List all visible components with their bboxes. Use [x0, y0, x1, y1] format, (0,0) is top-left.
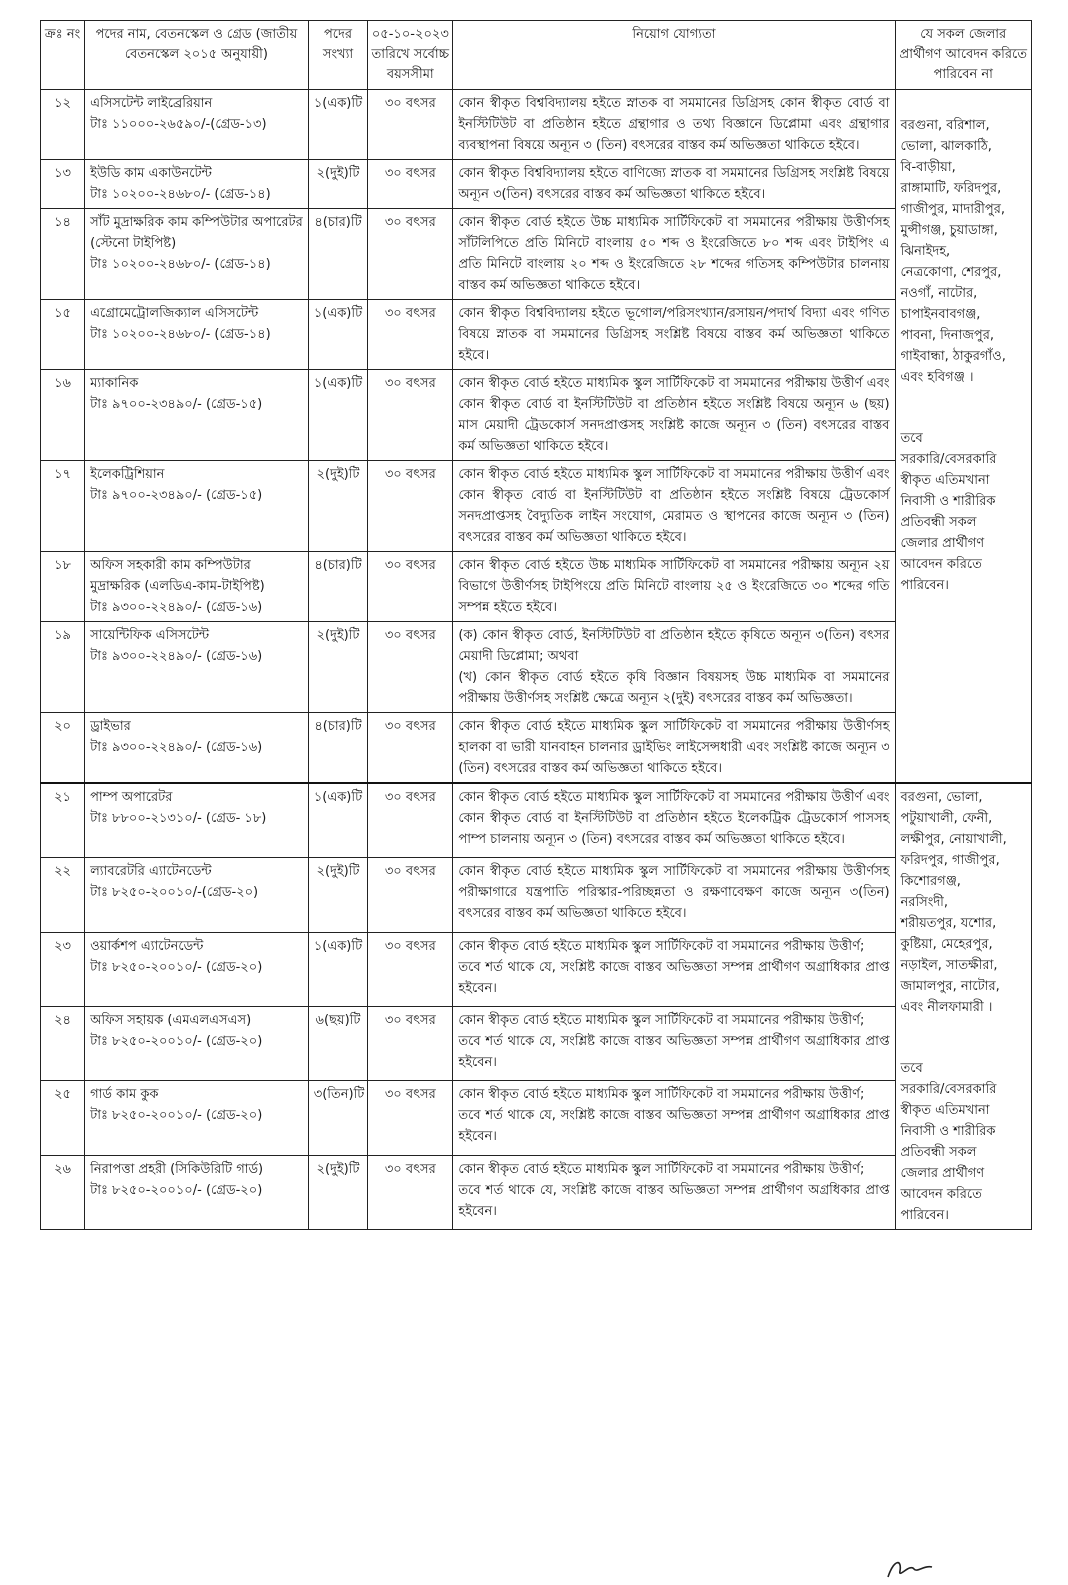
pay-scale: টাঃ ৯৩০০-২২৪৯০/- (গ্রেড-১৬) [90, 740, 263, 755]
district-name: মুন্সীগঞ্জ, চুয়াডাঙ্গা, [900, 223, 998, 238]
table-row [41, 90, 1032, 160]
district-name: নওগাঁ, নাটোর, [900, 286, 978, 301]
district-name: শরীয়তপুর, যশোর, [900, 916, 997, 931]
excluded-districts-cell [895, 783, 1031, 1230]
post-cell [85, 461, 309, 552]
qualification-cell [453, 1081, 895, 1155]
district-name: পটুয়াখালী, ফেনী, [900, 811, 993, 826]
excluded-districts-cell [895, 90, 1031, 784]
qualification-text: কোন স্বীকৃত বোর্ড হইতে উচ্চ মাধ্যমিক সার্টিফিকেট বা সমমানের পরীক্ষায় উত্তীর্ণসহ সাঁটলিপিতে প্রতি মিনিটে বাংলায় ৫০ শব্দ ও ইংরেজিতে ৮০ শব্দ এবং টাইপিং এ প্রতি মিনিটে বাংলায় ২০ শব্দ ও ইংরেজিতে ২৮ শব্দের গতিসহ কম্পিউটার চালনায় বাস্তব কর্ম অভিজ্ঞতা থাকিতে হইবে। [458, 215, 890, 293]
qualification-text: কোন স্বীকৃত বোর্ড হইতে উচ্চ মাধ্যমিক সার্টিফিকেট বা সমমানের পরীক্ষায় অন্যূন ২য় বিভাগে উত্তীর্ণসহ টাইপিংয়ে প্রতি মিনিটে বাংলায় ২৫ ও ইংরেজিতে ৩০ শব্দের গতি সম্পন্ন হইতে হইবে। [458, 558, 890, 615]
qualification-text: কোন স্বীকৃত বিশ্ববিদ্যালয় হইতে স্নাতক বা সমমানের ডিগ্রিসহ কোন স্বীকৃত বোর্ড বা ইনস্টিটিউট বা প্রতিষ্ঠান হইতে গ্রন্থাগার ও তথ্য বিজ্ঞানে ডিপ্লোমা এবং গ্রন্থাগার ব্যবস্থাপনা বিষয়ে অন্যূন ৩ (তিন) বৎসরের বাস্তব কর্ম অভিজ্ঞতা থাকিতে হইবে। [458, 96, 890, 153]
age-limit: ৩০ বৎসর [368, 160, 453, 209]
qualification-cell [453, 160, 895, 209]
post-name: ল্যাবরেটরি এ্যাটেনডেন্ট [90, 864, 212, 880]
header-post: পদের নাম, বেতনস্কেল ও গ্রেড (জাতীয় বেতনস্কেল ২০১৫ অনুযায়ী) [85, 21, 309, 90]
post-count: ৪(চার)টি [308, 552, 368, 622]
post-cell [85, 1081, 309, 1155]
qualification-text: কোন স্বীকৃত বোর্ড হইতে মাধ্যমিক স্কুল সার্টিফিকেট বা সমমানের পরীক্ষায় উত্তীর্ণ এবং কোন স্বীকৃত বোর্ড বা ইনস্টিটিউট বা প্রতিষ্ঠান হইতে সংশ্লিষ্ট বিষয়ে অন্যূন ৬ (ছয়) মাস মেয়াদী ট্রেডকোর্স সনদপ্রাপ্তসহ সংশ্লিষ্ট কাজে অন্যূন ৩ (তিন) বৎসরের বাস্তব কর্ম অভিজ্ঞতা থাকিতে হইবে। [458, 376, 890, 454]
exemption-note: প্রতিবন্ধী সকল [900, 1145, 977, 1160]
qualification-text: কোন স্বীকৃত বিশ্ববিদ্যালয় হইতে বাণিজ্যে স্নাতক বা সমমানের ডিগ্রিসহ সংশ্লিষ্ট বিষয়ে অন্যূন ৩(তিন) বৎসরের বাস্তব কর্ম অভিজ্ঞতা থাকিতে হইবে। [458, 166, 890, 202]
post-cell [85, 160, 309, 209]
district-name: পাবনা, দিনাজপুর, [900, 328, 994, 343]
serial-number: ২২ [41, 858, 85, 932]
qualification-text: কোন স্বীকৃত বোর্ড হইতে মাধ্যমিক স্কুল সার্টিফিকেট বা সমমানের পরীক্ষায় উত্তীর্ণসহ পরীক্ষাগারে যন্ত্রপাতি পরিস্কার-পরিচ্ছন্নতা ও রক্ষণাবেক্ষণ কাজে অন্যূন ৩(তিন) বৎসরের বাস্তব কর্ম অভিজ্ঞতা থাকিতে হইবে। [458, 864, 890, 922]
serial-number: ২৪ [41, 1007, 85, 1081]
district-name: রাঙ্গামাটি, ফরিদপুর, [900, 181, 1002, 196]
pay-scale: টাঃ ১১০০০-২৬৫৯০/-(গ্রেড-১৩) [90, 117, 267, 132]
qualification-text: (ক) কোন স্বীকৃত বোর্ড, ইনস্টিটিউট বা প্রতিষ্ঠান হইতে কৃষিতে অন্যূন ৩(তিন) বৎসর মেয়াদী ডিপ্লোমা; অথবা [458, 628, 890, 664]
exemption-note: তবে [900, 1061, 923, 1076]
serial-number: ১৯ [41, 622, 85, 713]
header-qualification: নিয়োগ যোগ্যতা [453, 21, 895, 90]
district-name: নরসিংদী, [900, 895, 949, 910]
district-name: বি-বাড়ীয়া, [900, 160, 956, 175]
age-limit: ৩০ বৎসর [368, 1081, 453, 1155]
post-name: সাঁট মুদ্রাক্ষরিক কাম কম্পিউটার অপারেটর (স্টেনো টাইপিষ্ট) [90, 215, 303, 251]
pay-scale: টাঃ ১০২০০-২৪৬৮০/- (গ্রেড-১৪) [90, 257, 271, 272]
qualification-cell [453, 461, 895, 552]
post-count: ১(এক)টি [308, 370, 368, 461]
qualification-text: কোন স্বীকৃত বোর্ড হইতে মাধ্যমিক স্কুল সার্টিফিকেট বা সমমানের পরীক্ষায় উত্তীর্ণ এবং কোন স্বীকৃত বোর্ড বা ইনস্টিটিউট বা প্রতিষ্ঠান হইতে সংশ্লিষ্ট বিষয়ে ট্রেডকোর্স সনদপ্রাপ্তসহ বৈদ্যুতিক লাইন সংযোগ, মেরামত ও স্থাপনের কাজে অন্যূন ৩ (তিন) বৎসরের বাস্তব কর্ম অভিজ্ঞতা থাকিতে হইবে। [458, 467, 890, 545]
qualification-text: কোন স্বীকৃত বিশ্ববিদ্যালয় হইতে ভূগোল/পরিসংখ্যান/রসায়ন/পদার্থ বিদ্যা এবং গণিত বিষয়ে স্নাতক বা সমমানের ডিগ্রিসহ সংশ্লিষ্ট বিষয়ে বাস্তব কর্ম অভিজ্ঞতা থাকিতে হইবে। [458, 306, 890, 363]
post-cell [85, 209, 309, 300]
age-limit: ৩০ বৎসর [368, 783, 453, 858]
post-cell [85, 1007, 309, 1081]
age-limit: ৩০ বৎসর [368, 552, 453, 622]
age-limit: ৩০ বৎসর [368, 713, 453, 784]
post-count: ২(দুই)টি [308, 858, 368, 932]
age-limit: ৩০ বৎসর [368, 300, 453, 370]
qualification-text: তবে শর্ত থাকে যে, সংশ্লিষ্ট কাজে বাস্তব অভিজ্ঞতা সম্পন্ন প্রার্থীগণ অগ্রাধিকার প্রাপ্ত হইবেন। [458, 1034, 890, 1070]
table-row [41, 1007, 1032, 1081]
post-name: অফিস সহকারী কাম কম্পিউটার মুদ্রাক্ষরিক (এলডিএ-কাম-টাইপিষ্ট) [90, 558, 265, 594]
pay-scale: টাঃ ১০২০০-২৪৬৮০/- (গ্রেড-১৪) [90, 187, 271, 202]
table-row [41, 622, 1032, 713]
qualification-text: কোন স্বীকৃত বোর্ড হইতে মাধ্যমিক স্কুল সার্টিফিকেট বা সমমানের পরীক্ষায় উত্তীর্ণ; [458, 1013, 865, 1028]
qualification-cell [453, 552, 895, 622]
qualification-text: তবে শর্ত থাকে যে, সংশ্লিষ্ট কাজে বাস্তব অভিজ্ঞতা সম্পন্ন প্রার্থীগণ অগ্রাধিকার প্রাপ্ত হইবেন। [458, 1108, 890, 1145]
qualification-text: তবে শর্ত থাকে যে, সংশ্লিষ্ট কাজে বাস্তব অভিজ্ঞতা সম্পন্ন প্রার্থীগণ অগ্রধিকার প্রাপ্ত হইবেন। [458, 1182, 890, 1219]
serial-number: ২১ [41, 783, 85, 858]
post-cell [85, 713, 309, 784]
table-row [41, 461, 1032, 552]
qualification-cell [453, 1007, 895, 1081]
table-row [41, 713, 1032, 784]
age-limit: ৩০ বৎসর [368, 461, 453, 552]
exemption-note: তবে [900, 431, 923, 446]
pay-scale: টাঃ ১০২০০-২৪৬৮০/- (গ্রেড-১৪) [90, 327, 271, 342]
post-name: ইলেকট্রিশিয়ান [90, 467, 165, 482]
age-limit: ৩০ বৎসর [368, 932, 453, 1006]
post-count: ৪(চার)টি [308, 209, 368, 300]
exemption-note: প্রতিবন্ধী সকল [900, 515, 977, 530]
age-limit: ৩০ বৎসর [368, 622, 453, 713]
post-cell [85, 370, 309, 461]
exemption-note: জেলার প্রার্থীগণ [900, 1166, 985, 1181]
age-limit: ৩০ বৎসর [368, 1007, 453, 1081]
qualification-cell [453, 858, 895, 932]
district-name: লক্ষীপুর, নোয়াখালী, [900, 832, 1007, 847]
district-name: এবং হবিগঞ্জ । [900, 370, 974, 385]
pay-scale: টাঃ ৮২৫০-২০০১০/- (গ্রেড-২০) [90, 1108, 263, 1124]
post-name: নিরাপত্তা প্রহরী (সিকিউরিটি গার্ড) [90, 1161, 264, 1177]
pay-scale: টাঃ ৯৩০০-২২৪৯০/- (গ্রেড-১৬) [90, 649, 263, 664]
serial-number: ২০ [41, 713, 85, 784]
header-serial: ক্রঃ নং [41, 21, 85, 90]
qualification-cell [453, 209, 895, 300]
exemption-note: নিবাসী ও শারীরিক [900, 494, 996, 509]
exemption-note: সরকারি/বেসরকারি [900, 1082, 997, 1097]
district-name: গাইবান্ধা, ঠাকুরগাঁও, [900, 349, 1006, 364]
post-name: ওয়ার্কশপ এ্যাটেনডেন্ট [90, 938, 204, 954]
qualification-cell [453, 622, 895, 713]
post-count: ২(দুই)টি [308, 160, 368, 209]
district-name: বরগুনা, ভোলা, [900, 790, 983, 805]
district-name: ঝিনাইদহ, [900, 244, 951, 259]
table-row [41, 160, 1032, 209]
district-name: নড়াইল, সাতক্ষীরা, [900, 958, 998, 973]
post-count: ৩(তিন)টি [308, 1081, 368, 1155]
post-count: ১(এক)টি [308, 783, 368, 858]
district-name: কুষ্টিয়া, মেহেরপুর, [900, 937, 993, 952]
header-count: পদের সংখ্যা [308, 21, 368, 90]
age-limit: ৩০ বৎসর [368, 1155, 453, 1229]
serial-number: ১৫ [41, 300, 85, 370]
qualification-text: কোন স্বীকৃত বোর্ড হইতে মাধ্যমিক স্কুল সার্টিফিকেট বা সমমানের পরীক্ষায় উত্তীর্ণ; [458, 1161, 865, 1177]
district-name: গাজীপুর, মাদারীপুর, [900, 202, 1005, 217]
post-name: সায়েন্টিফিক এসিসটেন্ট [90, 628, 210, 643]
district-name: চাপাইনবাবগঞ্জ, [900, 307, 981, 322]
district-name: এবং নীলফামারী । [900, 1000, 993, 1015]
serial-number: ১৮ [41, 552, 85, 622]
qualification-text: কোন স্বীকৃত বোর্ড হইতে মাধ্যমিক স্কুল সার্টিফিকেট বা সমমানের পরীক্ষায় উত্তীর্ণ; [458, 1087, 865, 1103]
table-header-row [41, 21, 1032, 90]
district-name: ফরিদপুর, গাজীপুর, [900, 853, 1000, 868]
table-row [41, 1081, 1032, 1155]
age-limit: ৩০ বৎসর [368, 370, 453, 461]
post-cell [85, 932, 309, 1006]
age-limit: ৩০ বৎসর [368, 858, 453, 932]
table-row [41, 1155, 1032, 1229]
exemption-note: সরকারি/বেসরকারি [900, 452, 997, 467]
exemption-note: স্বীকৃত এতিমখানা [900, 473, 990, 488]
exemption-note: স্বীকৃত এতিমখানা [900, 1103, 990, 1118]
exemption-note: নিবাসী ও শারীরিক [900, 1124, 996, 1139]
pay-scale: টাঃ ৮৮০০-২১৩১০/- (গ্রেড- ১৮) [90, 811, 267, 826]
post-count: ২(দুই)টি [308, 461, 368, 552]
header-age-limit: ০৫-১০-২০২৩ তারিখে সর্বোচ্চ বয়সসীমা [368, 21, 453, 90]
post-count: ৬(ছয়)টি [308, 1007, 368, 1081]
post-cell [85, 1155, 309, 1229]
qualification-cell [453, 713, 895, 784]
pay-scale: টাঃ ৮২৫০-২০০১০/- (গ্রেড-২০) [90, 1034, 263, 1049]
post-count: ২(দুই)টি [308, 1155, 368, 1229]
qualification-text: (খ) কোন স্বীকৃত বোর্ড হইতে কৃষি বিজ্ঞান বিষয়সহ উচ্চ মাধ্যমিক বা সমমানের পরীক্ষায় উত্তীর্ণসহ সংশ্লিষ্ট ক্ষেত্রে অন্যূন ২(দুই) বৎসরের বাস্তব কর্ম অভিজ্ঞতা। [458, 670, 890, 706]
exemption-note: পারিবেন। [900, 578, 949, 593]
post-cell [85, 622, 309, 713]
district-name: কিশোরগঞ্জ, [900, 874, 961, 889]
serial-number: ১৬ [41, 370, 85, 461]
post-count: ৪(চার)টি [308, 713, 368, 784]
qualification-cell [453, 300, 895, 370]
qualification-cell [453, 783, 895, 858]
table-row [41, 932, 1032, 1006]
qualification-text: কোন স্বীকৃত বোর্ড হইতে মাধ্যমিক স্কুল সার্টিফিকেট বা সমমানের পরীক্ষায় উত্তীর্ণসহ হালকা বা ভারী যানবাহন চালনার ড্রাইভিং লাইসেন্সধারী এবং সংশ্লিষ্ট কাজে অন্যূন ৩ (তিন) বৎসরের বাস্তব কর্ম অভিজ্ঞতা থাকিতে হইবে। [458, 719, 890, 776]
post-cell [85, 552, 309, 622]
district-name: ভোলা, ঝালকাঠি, [900, 139, 992, 154]
pay-scale: টাঃ ৮২৫০-২০০১০/- (গ্রেড-২০) [90, 959, 263, 975]
district-name: নেত্রকোণা, শেরপুর, [900, 265, 1002, 280]
table-row [41, 552, 1032, 622]
serial-number: ১৭ [41, 461, 85, 552]
post-name: এসিসটেন্ট লাইব্রেরিয়ান [90, 96, 213, 111]
qualification-cell [453, 90, 895, 160]
table-row [41, 300, 1032, 370]
signature-mark [880, 1553, 940, 1583]
pay-scale: টাঃ ৮২৫০-২০০১০/-(গ্রেড-২০) [90, 885, 259, 901]
exemption-note: আবেদন করিতে [900, 1187, 982, 1202]
pay-scale: টাঃ ৮২৫০-২০০১০/- (গ্রেড-২০) [90, 1182, 263, 1198]
pay-scale: টাঃ ৯৩০০-২২৪৯০/- (গ্রেড-১৬) [90, 600, 263, 615]
pay-scale: টাঃ ৯৭০০-২৩৪৯০/- (গ্রেড-১৫) [90, 488, 263, 503]
serial-number: ১৩ [41, 160, 85, 209]
qualification-text: কোন স্বীকৃত বোর্ড হইতে মাধ্যমিক স্কুল সার্টিফিকেট বা সমমানের পরীক্ষায় উত্তীর্ণ এবং কোন স্বীকৃত বোর্ড বা ইনস্টিটিউট বা প্রতিষ্ঠান হইতে ইলেকট্রিক ট্রেডকোর্স পাসসহ পাম্প চালনায় অন্যূন ৩ (তিন) বৎসরের বাস্তব কর্ম অভিজ্ঞতা থাকিতে হইবে। [458, 790, 890, 847]
age-limit: ৩০ বৎসর [368, 90, 453, 160]
serial-number: ২৬ [41, 1155, 85, 1229]
exemption-note: পারিবেন। [900, 1208, 949, 1223]
district-name: বরগুনা, বরিশাল, [900, 118, 990, 133]
table-body [41, 90, 1032, 1230]
post-name: ম্যাকানিক [90, 376, 139, 391]
qualification-text: তবে শর্ত থাকে যে, সংশ্লিষ্ট কাজে বাস্তব অভিজ্ঞতা সম্পন্ন প্রার্থীগণ অগ্রাধিকার প্রাপ্ত হইবেন। [458, 959, 890, 996]
serial-number: ২৫ [41, 1081, 85, 1155]
table-row [41, 209, 1032, 300]
post-count: ১(এক)টি [308, 90, 368, 160]
qualification-cell [453, 1155, 895, 1229]
serial-number: ২৩ [41, 932, 85, 1006]
exemption-note: জেলার প্রার্থীগণ [900, 536, 985, 551]
qualification-cell [453, 932, 895, 1006]
post-cell [85, 300, 309, 370]
table-row [41, 370, 1032, 461]
post-name: ইউডি কাম একাউনটেন্ট [90, 166, 212, 181]
post-count: ২(দুই)টি [308, 622, 368, 713]
post-name: ড্রাইভার [90, 719, 131, 734]
post-name: অফিস সহায়ক (এমএলএসএস) [90, 1013, 252, 1028]
qualification-cell [453, 370, 895, 461]
header-excluded-districts: যে সকল জেলার প্রার্থীগণ আবেদন করিতে পারিবেন না [895, 21, 1031, 90]
qualification-text: কোন স্বীকৃত বোর্ড হইতে মাধ্যমিক স্কুল সার্টিফিকেট বা সমমানের পরীক্ষায় উত্তীর্ণ; [458, 938, 865, 954]
age-limit: ৩০ বৎসর [368, 209, 453, 300]
post-cell [85, 858, 309, 932]
serial-number: ১৪ [41, 209, 85, 300]
serial-number: ১২ [41, 90, 85, 160]
post-cell [85, 90, 309, 160]
pay-scale: টাঃ ৯৭০০-২৩৪৯০/- (গ্রেড-১৫) [90, 397, 263, 412]
post-count: ১(এক)টি [308, 932, 368, 1006]
job-table [40, 20, 1032, 1230]
table-row [41, 783, 1032, 858]
post-cell [85, 783, 309, 858]
table-row [41, 858, 1032, 932]
post-count: ১(এক)টি [308, 300, 368, 370]
post-name: এগ্রোমেট্রোলজিক্যাল এসিসটেন্ট [90, 306, 259, 321]
post-name: পাম্প অপারেটর [90, 790, 173, 805]
district-name: জামালপুর, নাটোর, [900, 979, 1000, 994]
exemption-note: আবেদন করিতে [900, 557, 982, 572]
post-name: গার্ড কাম কুক [90, 1087, 159, 1103]
